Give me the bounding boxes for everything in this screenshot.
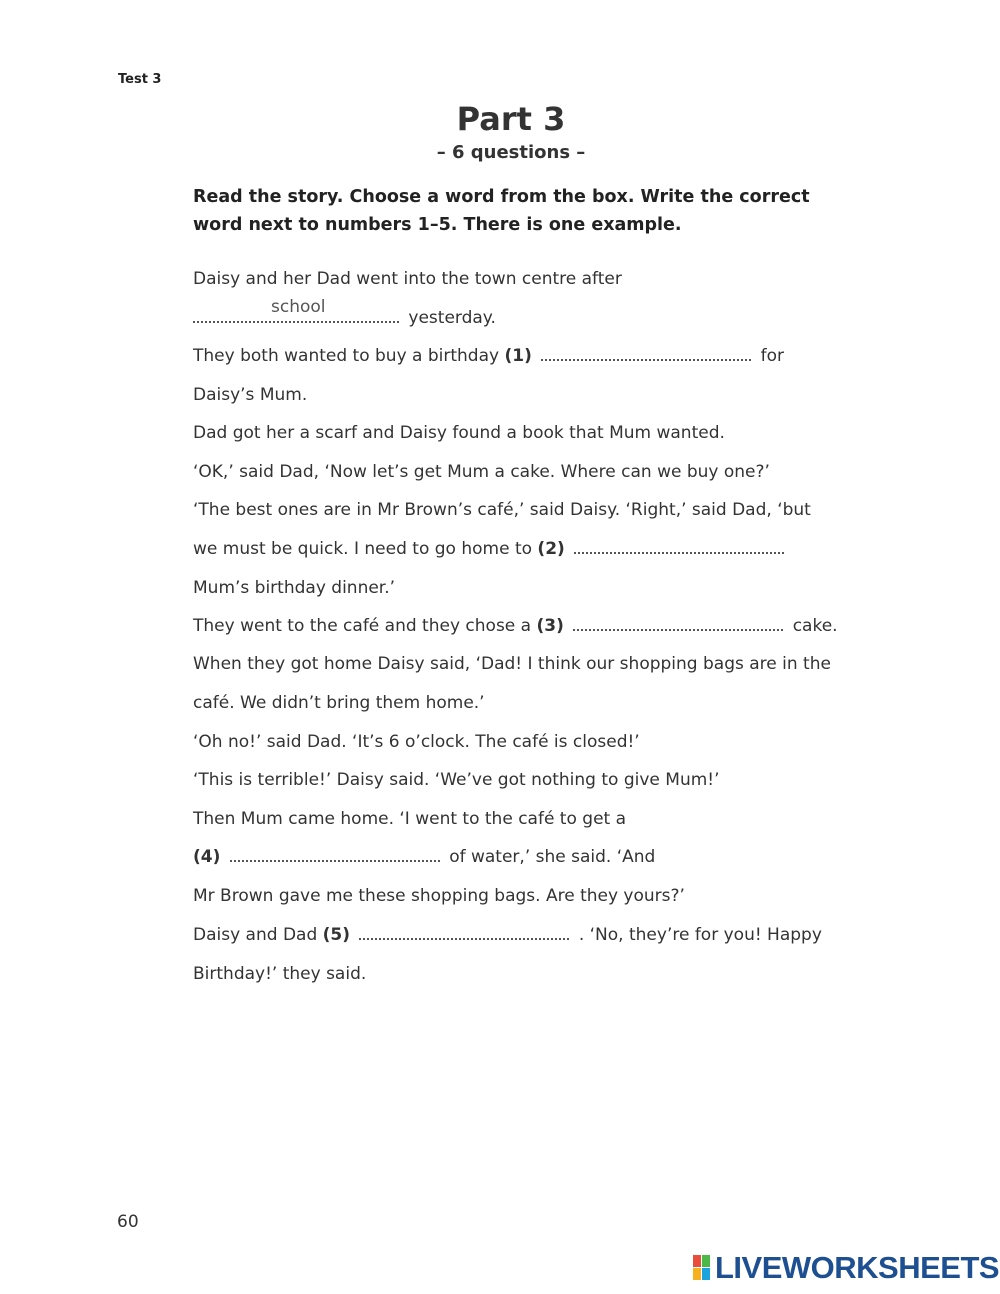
story-line: café. We didn’t bring them home.’ — [193, 693, 485, 713]
question-number-4: (4) — [193, 847, 221, 867]
liveworksheets-logo-icon — [693, 1255, 711, 1281]
story-line: Daisy and her Dad went into the town centre after — [193, 269, 622, 289]
instructions: Read the story. Choose a word from the box. Write the correct word next to numbers 1–5. There is one example. — [193, 187, 810, 235]
question-number-5: (5) — [322, 925, 351, 945]
story-line-example: school yesterday. — [193, 304, 496, 332]
liveworksheets-brand[interactable] — [693, 1250, 999, 1286]
page-number: 60 — [117, 1212, 139, 1232]
answer-blank-3[interactable] — [573, 615, 783, 631]
brand-name: LIVEWORKSHEETS — [715, 1250, 1000, 1285]
question-number-3: (3) — [536, 616, 564, 636]
example-answer-blank — [193, 297, 399, 323]
example-answer: school — [271, 297, 326, 317]
story-line-q5: Daisy and Dad (5) . ‘No, they’re for you! Happy — [193, 925, 822, 945]
story-line: ‘This is terrible!’ Daisy said. ‘We’ve got nothing to give Mum!’ — [193, 770, 720, 790]
story-line-q4: (4) of water,’ she said. ‘And — [193, 847, 656, 867]
answer-blank-4[interactable] — [230, 846, 440, 862]
question-number-1: (1) — [504, 346, 532, 366]
story-line: ‘The best ones are in Mr Brown’s café,’ said Daisy. ‘Right,’ said Dad, ‘but — [193, 500, 811, 520]
story-line-q1: They both wanted to buy a birthday (1) for — [193, 346, 785, 366]
story-line: Then Mum came home. ‘I went to the café to get a — [193, 809, 627, 829]
question-number-2: (2) — [537, 539, 565, 559]
test-label: Test 3 — [118, 72, 162, 87]
story-line-q3: They went to the café and they chose a (3) cake. — [193, 616, 838, 636]
part-title: Part 3 — [456, 100, 566, 138]
answer-blank-1[interactable] — [541, 345, 751, 361]
story-line: Dad got her a scarf and Daisy found a book that Mum wanted. — [193, 423, 725, 443]
story-line-q2: we must be quick. I need to go home to (2) — [193, 535, 788, 563]
part-subtitle: – 6 questions – — [436, 142, 586, 163]
story-line: Mum’s birthday dinner.’ — [193, 578, 396, 598]
story-line: Daisy’s Mum. — [193, 385, 308, 405]
answer-blank-5[interactable] — [359, 924, 569, 940]
story-line: When they got home Daisy said, ‘Dad! I think our shopping bags are in the — [193, 654, 831, 674]
story-line: Mr Brown gave me these shopping bags. Are they yours?’ — [193, 886, 685, 906]
story-line: ‘OK,’ said Dad, ‘Now let’s get Mum a cake. Where can we buy one?’ — [193, 462, 770, 482]
answer-blank-2[interactable] — [574, 538, 784, 554]
story-line: ‘Oh no!’ said Dad. ‘It’s 6 o’clock. The café is closed!’ — [193, 732, 640, 752]
story-line: Birthday!’ they said. — [193, 964, 367, 984]
